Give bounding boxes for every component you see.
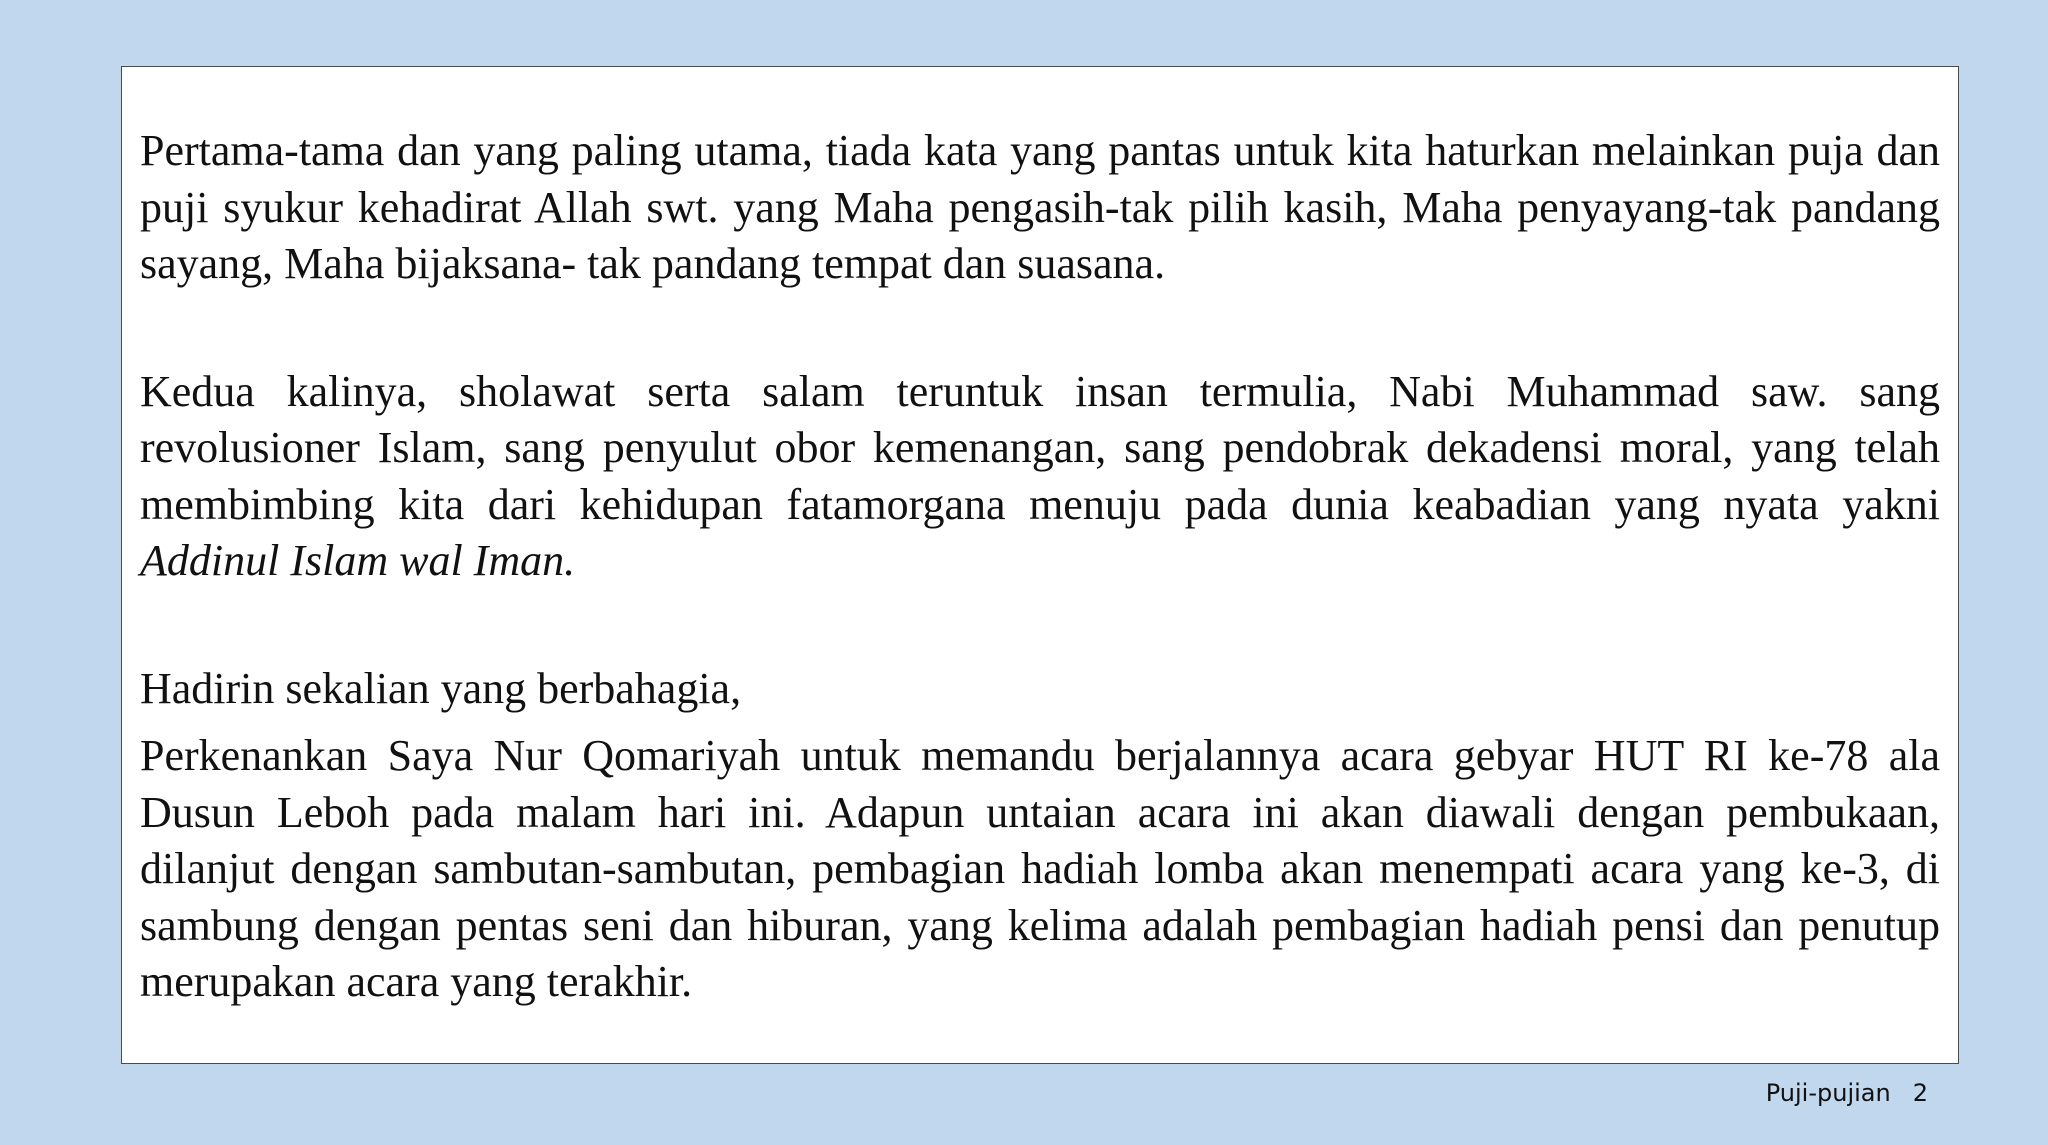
paragraph-sholawat-italic: Addinul Islam wal Iman. (140, 536, 576, 585)
page-number: 2 (1912, 1079, 1928, 1107)
paragraph-opening-praise: Pertama-tama dan yang paling utama, tiada kata yang pantas untuk kita haturkan melainkan puja dan puji syukur kehadirat Allah swt. yang Maha pengasih-tak pilih kasih, Maha penyayang-tak pandang sayang, Maha bijaksana- tak pandang tempat dan suasana. (140, 126, 1940, 288)
text-box (121, 66, 1959, 1064)
paragraph-sholawat (140, 364, 1940, 590)
footer-label: Puji-pujian (1765, 1079, 1891, 1107)
greeting-line: Hadirin sekalian yang berbahagia, (140, 663, 742, 713)
paragraph-sholawat-text: Kedua kalinya, sholawat serta salam teruntuk insan termulia, Nabi Muhammad saw. sang revolusioner Islam, sang penyulut obor kemenangan, sang pendobrak dekadensi moral, yang telah membimbing kita dari kehidupan fatamorgana menuju pada dunia keabadian yang nyata yakni (140, 366, 1940, 529)
slide-footer (1766, 1077, 1928, 1109)
paragraph-event-agenda: Perkenankan Saya Nur Qomariyah untuk memandu berjalannya acara gebyar HUT RI ke-78 ala Dusun Leboh pada malam hari ini. Adapun untaian acara ini akan diawali dengan pembukaan, dilanjut dengan sambutan-sambutan, pembagian hadiah lomba akan menempati acara yang ke-3, di sambung dengan pentas seni dan hiburan, yang kelima adalah pembagian hadiah pensi dan penutup merupakan acara yang terakhir. (140, 731, 1940, 1006)
slide-content (140, 123, 1940, 1011)
